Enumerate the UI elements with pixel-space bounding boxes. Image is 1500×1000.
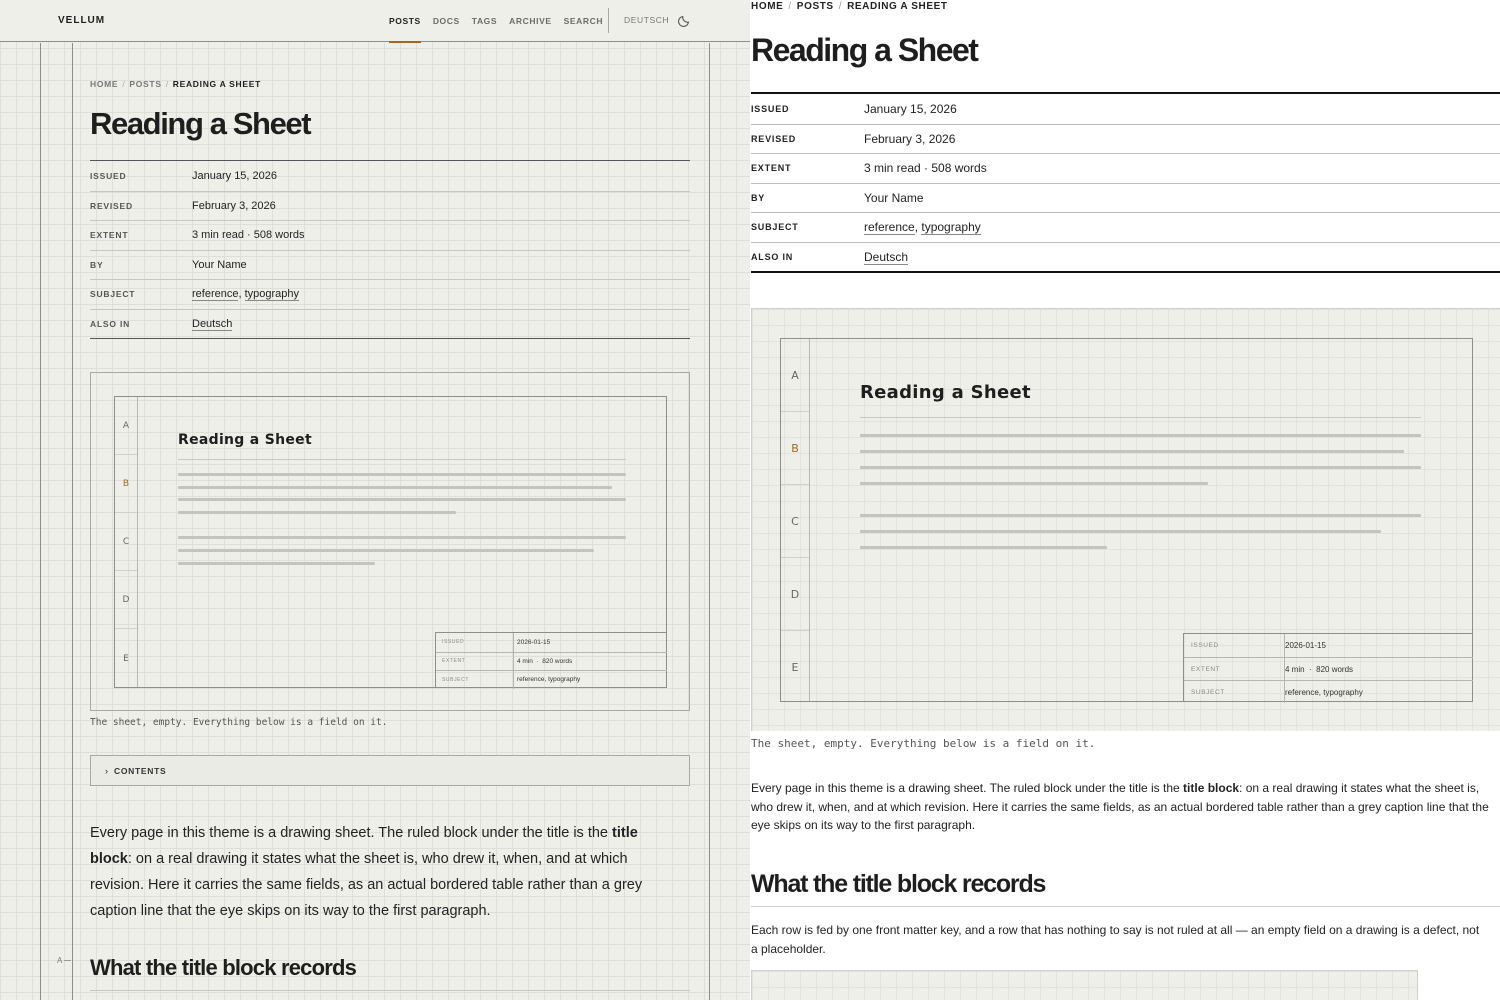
breadcrumb-current: READING A SHEET <box>847 1 948 12</box>
title-block-row: SUBJECT reference, typography <box>90 279 690 309</box>
gutter-row-b: B <box>781 412 809 485</box>
moon-icon[interactable] <box>678 13 692 27</box>
gutter-row-e: E <box>123 654 129 664</box>
sheet-title-rule <box>860 417 1421 418</box>
translation-link-deutsch[interactable]: Deutsch <box>864 249 909 264</box>
gutter-row-d: D <box>115 571 137 629</box>
nav-search[interactable]: SEARCH <box>563 16 604 26</box>
gutter-row-c: C <box>115 513 137 571</box>
section-paragraph: Each row is fed by one front matter key, and a row that has nothing to say is not ruled at all — an empty field on a drawing is a defect, not a placeholder. <box>751 923 1480 956</box>
breadcrumb-current: READING A SHEET <box>172 79 262 89</box>
margin-zone-mark: A <box>57 956 71 965</box>
gutter-row-b: B <box>115 455 137 513</box>
intro-paragraph: Every page in this theme is a drawing sheet. The ruled block under the title is the title block: on a real drawing it states what the sheet is, who drew it, when, and at which revision. Here it carries the same fields, as an actual bordered table rather than a grey caption line that the eye skips on its way to the first paragraph. <box>90 825 643 919</box>
sheet-title: Reading a Sheet <box>178 432 312 448</box>
row-gutter <box>781 339 810 701</box>
gutter-row-e: E <box>791 660 799 674</box>
intro-paragraph: Every page in this theme is a drawing sheet. The ruled block under the title is the title block: on a real drawing it states what the sheet is, who drew it, when, and at which revision. Here it carries the same fields, as an actual bordered table rather than a grey caption line that the eye skips on its way to the first paragraph. <box>751 781 1489 832</box>
primary-nav <box>389 0 603 42</box>
sheet-border-left <box>40 43 41 1000</box>
title-block-row: SUBJECT reference, typography <box>751 212 1500 242</box>
top-navigation <box>0 0 750 42</box>
breadcrumb-home[interactable]: HOME <box>751 1 784 12</box>
sheet-title: Reading a Sheet <box>860 382 1031 403</box>
gutter-row-a: A <box>115 397 137 455</box>
sheet-figure <box>751 308 1500 731</box>
title-block-row: EXTENT 3 min read · 508 words <box>90 220 690 250</box>
sheet-border-right <box>709 43 710 1000</box>
sheet-figure <box>90 372 690 711</box>
title-block-row: ISSUED January 15, 2026 <box>751 101 957 116</box>
section-heading-rule <box>751 906 1500 907</box>
section-heading-rule <box>90 990 690 991</box>
sheet-drawing <box>780 338 1473 702</box>
row-gutter <box>115 397 138 687</box>
figure-caption: The sheet, empty. Everything below is a field on it. <box>90 717 388 728</box>
figure-caption: The sheet, empty. Everything below is a field on it. <box>751 737 1096 750</box>
page-title: Reading a Sheet <box>751 32 978 68</box>
title-block-table <box>751 92 1500 273</box>
title-block-row: REVISED February 3, 2026 <box>751 124 1500 154</box>
placeholder-line <box>860 546 1107 549</box>
placeholder-line <box>178 549 594 552</box>
placeholder-line <box>178 498 626 501</box>
nav-archive[interactable]: ARCHIVE <box>509 16 552 26</box>
language-switch-link[interactable]: DEUTSCH <box>624 15 670 25</box>
sheet-drawing <box>114 396 667 688</box>
placeholder-line <box>178 511 456 514</box>
tag-link-typography[interactable]: typography <box>921 220 981 235</box>
title-block-row: ALSO IN Deutsch <box>751 242 1500 272</box>
title-block-table <box>90 160 690 339</box>
tag-link-reference[interactable]: reference <box>864 220 915 235</box>
placeholder-line <box>178 536 626 539</box>
section-heading: What the title block records <box>751 870 1046 898</box>
breadcrumb-posts[interactable]: POSTS <box>796 1 834 12</box>
contents-label: CONTENTS <box>114 766 167 776</box>
section-heading: What the title block records <box>90 955 357 980</box>
title-block-row: BY Your Name <box>90 250 690 280</box>
gutter-row-a: A <box>781 339 809 412</box>
placeholder-line <box>178 562 375 565</box>
contents-toggle[interactable] <box>90 755 690 786</box>
site-brand[interactable]: VELLUM <box>58 15 106 26</box>
placeholder-line <box>860 466 1421 469</box>
sheet-title-rule <box>178 459 626 460</box>
breadcrumb: HOME / POSTS / READING A SHEET <box>90 79 262 89</box>
mini-title-block: ISSUED 2026-01-15 EXTENT 4 min · 820 words SUBJECT reference, typography <box>1183 633 1473 702</box>
placeholder-line <box>178 473 626 476</box>
chevron-right-icon: › <box>105 766 108 776</box>
right-pane <box>750 0 1500 1000</box>
nav-divider <box>608 8 609 33</box>
tag-link-reference[interactable]: reference <box>192 288 239 301</box>
sheet-border-inner <box>72 43 73 1000</box>
gutter-row-d: D <box>781 558 809 631</box>
title-block-row: ALSO IN Deutsch <box>90 309 690 339</box>
page-title: Reading a Sheet <box>90 106 311 141</box>
placeholder-line <box>860 482 1208 485</box>
placeholder-line <box>860 450 1404 453</box>
breadcrumb-home[interactable]: HOME <box>90 79 119 89</box>
title-block-row: BY Your Name <box>751 183 1500 213</box>
gutter-row-c: C <box>781 485 809 558</box>
breadcrumb: HOME / POSTS / READING A SHEET <box>751 1 948 12</box>
placeholder-line <box>860 514 1421 517</box>
placeholder-line <box>860 434 1421 437</box>
mini-title-block: ISSUED 2026-01-15 EXTENT 4 min · 820 words SUBJECT reference, typography <box>435 632 667 688</box>
nav-posts[interactable]: POSTS <box>389 0 421 42</box>
breadcrumb-posts[interactable]: POSTS <box>129 79 162 89</box>
next-figure <box>751 970 1418 1000</box>
title-block-row: EXTENT 3 min read · 508 words <box>751 153 1500 183</box>
nav-tags[interactable]: TAGS <box>471 16 498 26</box>
translation-link-deutsch[interactable]: Deutsch <box>192 317 233 330</box>
nav-docs[interactable]: DOCS <box>432 16 460 26</box>
title-block-row: REVISED February 3, 2026 <box>90 191 690 221</box>
placeholder-line <box>860 530 1381 533</box>
title-block-row: ISSUED January 15, 2026 <box>90 169 278 182</box>
tag-link-typography[interactable]: typography <box>244 288 300 301</box>
placeholder-line <box>178 486 612 489</box>
